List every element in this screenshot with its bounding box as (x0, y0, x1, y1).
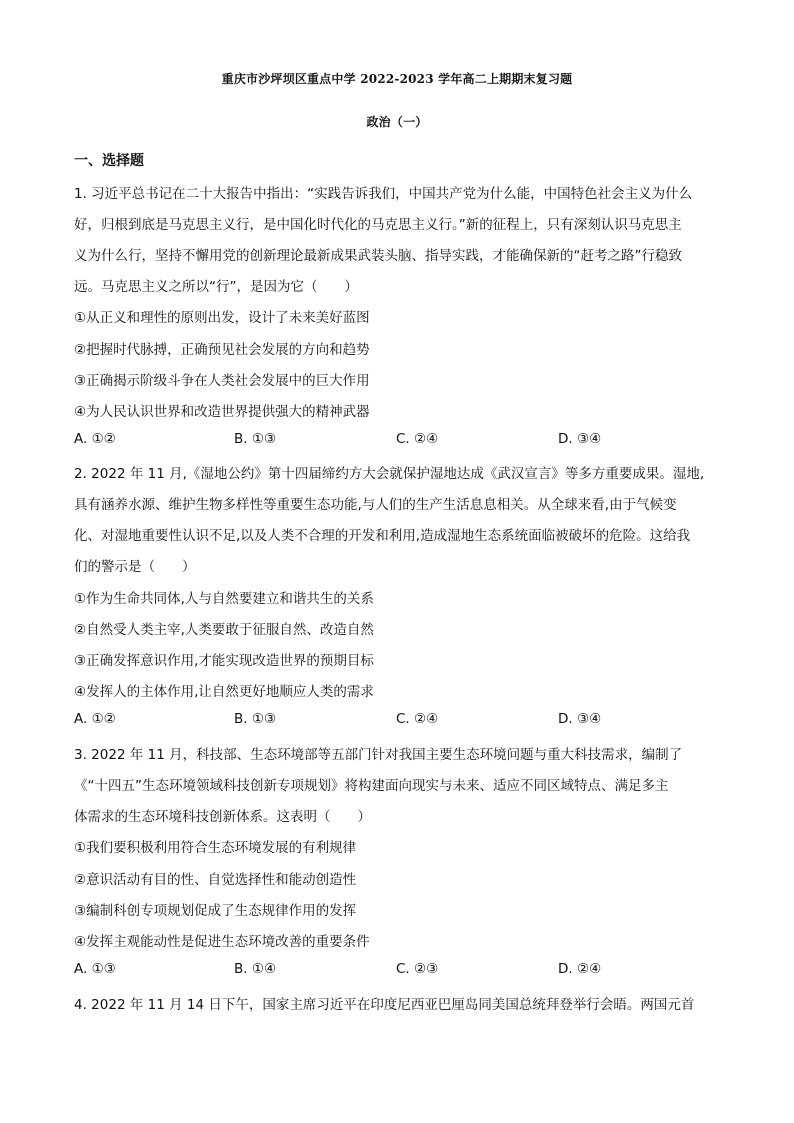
question-3-statement: ③编制科创专项规划促成了生态规律作用的发挥 (74, 903, 357, 919)
question-1-statement: ④为人民认识世界和改造世界提供强大的精神武器 (74, 404, 370, 420)
question-4-stem-line: 4. 2022 年 11 月 14 日下午，国家主席习近平在印度尼西亚巴厘岛同美国总统拜登举行会晤。两国元首 (74, 997, 695, 1013)
question-1-statement: ③正确揭示阶级斗争在人类社会发展中的巨大作用 (74, 373, 370, 389)
question-1-option-c: C. ②④ (396, 431, 439, 447)
question-2-stem-line: 们的警示是（ ） (74, 559, 196, 575)
question-2-option-a: A. ①② (74, 711, 116, 727)
question-2-option-b: B. ①③ (234, 711, 277, 727)
question-2-statement: ③正确发挥意识作用,才能实现改造世界的预期目标 (74, 653, 374, 669)
question-3-option-b: B. ①④ (234, 961, 277, 977)
question-1-option-b: B. ①③ (234, 431, 277, 447)
question-3-statement: ④发挥主观能动性是促进生态环境改善的重要条件 (74, 934, 370, 950)
question-2-stem-line: 具有涵养水源、维护生物多样性等重要生态功能,与人们的生产生活息息相关。从全球来看,由于气候变 (74, 497, 677, 513)
question-3-option-c: C. ②③ (396, 961, 439, 977)
question-3-statement: ②意识活动有目的性、自觉选择性和能动创造性 (74, 872, 357, 888)
question-1-option-a: A. ①② (74, 431, 116, 447)
question-3-option-a: A. ①③ (74, 961, 116, 977)
question-1-statement: ①从正义和理性的原则出发，设计了未来美好蓝图 (74, 310, 370, 326)
section-heading: 一、选择题 (74, 153, 144, 169)
page-subtitle: 政治（一） (366, 115, 428, 129)
question-2-statement: ②自然受人类主宰,人类要敢于征服自然、改造自然 (74, 622, 374, 638)
question-3-stem-line: 3. 2022 年 11 月，科技部、生态环境部等五部门针对我国主要生态环境问题与重大科技需求，编制了 (74, 747, 683, 763)
question-1-stem-line: 义为什么行，坚持不懈用党的创新理论最新成果武装头脑、指导实践，才能确保新的“赶考之路”行稳致 (74, 248, 682, 264)
question-2-option-d: D. ③④ (558, 711, 602, 727)
page-title: 重庆市沙坪坝区重点中学 2022-2023 学年高二上期期末复习题 (221, 72, 573, 86)
question-2-statement: ①作为生命共同体,人与自然要建立和谐共生的关系 (74, 591, 374, 607)
question-2-stem-line: 2. 2022 年 11 月,《湿地公约》第十四届缔约方大会就保护湿地达成《武汉宣言》等多方重要成果。湿地, (74, 466, 705, 482)
question-3-stem-line: 《“十四五”生态环境领域科技创新专项规划》将构建面向现实与未来、适应不同区域特点、满足多主 (74, 778, 669, 794)
question-2-stem-line: 化、对湿地重要性认识不足,以及人类不合理的开发和利用,造成湿地生态系统面临被破坏的危险。这给我 (74, 528, 691, 544)
question-2-option-c: C. ②④ (396, 711, 439, 727)
question-1-stem-line: 好，归根到底是马克思主义行，是中国化时代化的马克思主义行。”新的征程上，只有深刻认识马克思主 (74, 217, 682, 233)
question-3-option-d: D. ②④ (558, 961, 602, 977)
question-1-option-d: D. ③④ (558, 431, 602, 447)
question-1-stem-line: 1. 习近平总书记在二十大报告中指出：“实践告诉我们，中国共产党为什么能，中国特色社会主义为什么 (74, 186, 693, 202)
question-1-stem-line: 远。马克思主义之所以“行”，是因为它（ ） (74, 279, 358, 295)
question-2-statement: ④发挥人的主体作用,让自然更好地顺应人类的需求 (74, 684, 374, 700)
question-1-statement: ②把握时代脉搏，正确预见社会发展的方向和趋势 (74, 342, 370, 358)
question-3-stem-line: 体需求的生态环境科技创新体系。这表明（ ） (74, 809, 371, 825)
question-3-statement: ①我们要积极利用符合生态环境发展的有利规律 (74, 840, 357, 856)
